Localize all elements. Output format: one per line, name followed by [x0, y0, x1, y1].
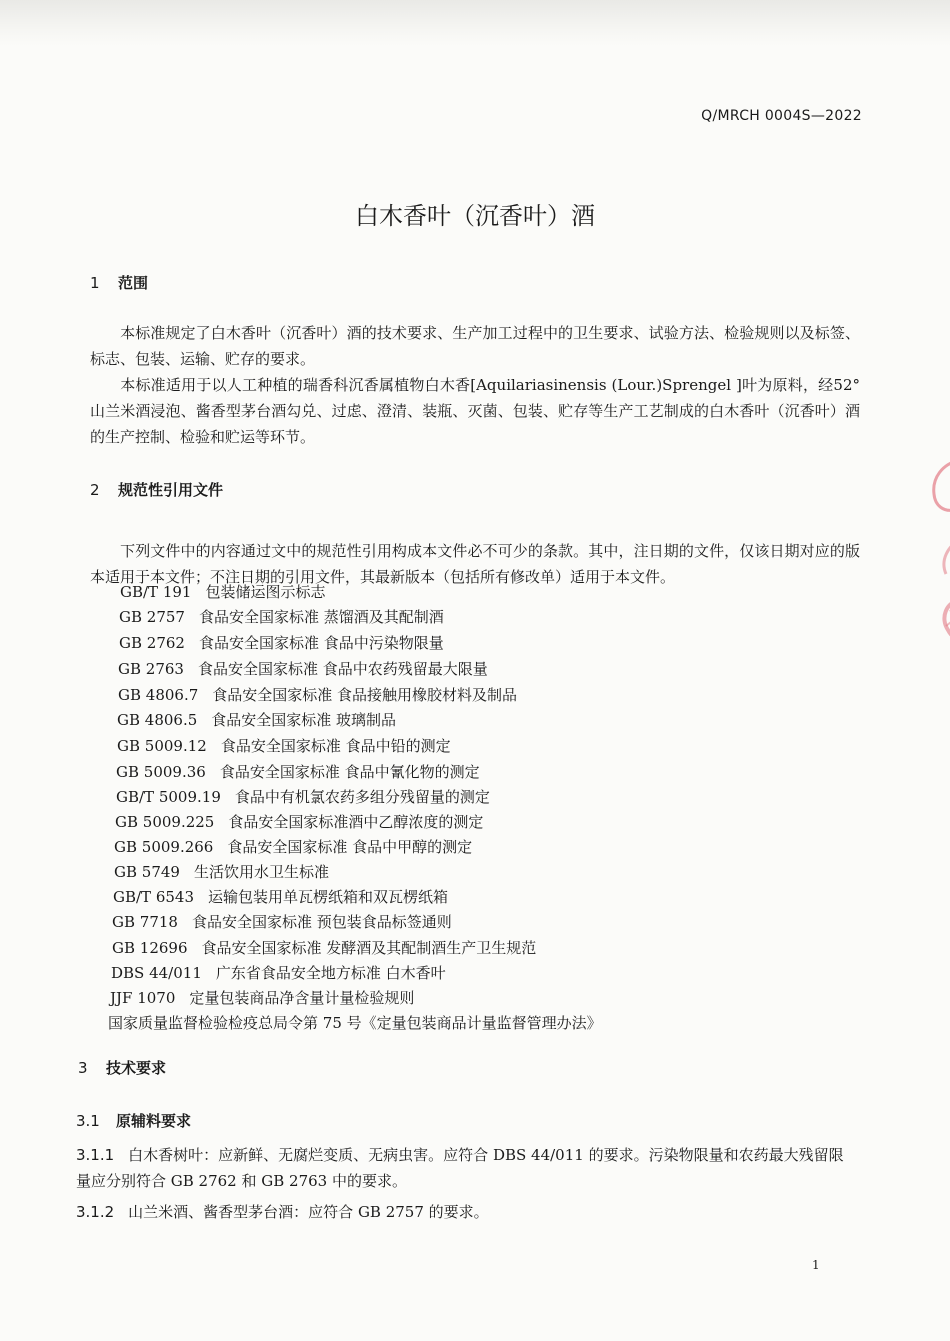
reference-code: GB 2763	[118, 660, 184, 678]
reference-item	[113, 886, 448, 907]
section-number: 3.1	[76, 1112, 100, 1130]
reference-title: 食品安全国家标准 食品接触用橡胶材料及制品	[212, 686, 518, 704]
red-seal-stamp	[920, 450, 950, 670]
reference-item	[117, 709, 396, 730]
section-title: 技术要求	[106, 1059, 167, 1077]
reference-item	[108, 1012, 602, 1033]
section-number: 3	[78, 1059, 88, 1077]
section-3-heading	[78, 1057, 166, 1078]
clause-3-1-1	[76, 1142, 856, 1194]
reference-title: 运输包装用单瓦楞纸箱和双瓦楞纸箱	[208, 888, 449, 906]
section-number: 1	[90, 274, 100, 292]
reference-title: 定量包装商品净含量计量检验规则	[189, 989, 415, 1007]
reference-code: GB 2762	[119, 634, 185, 652]
reference-code: GB 5009.266	[114, 838, 214, 856]
reference-code: GB 2757	[119, 608, 185, 626]
reference-item	[114, 836, 472, 857]
reference-code: JJF 1070	[110, 989, 176, 1007]
reference-title: 食品安全国家标准酒中乙醇浓度的测定	[228, 813, 484, 831]
reference-title: 食品安全国家标准 食品中铅的测定	[220, 737, 451, 755]
reference-code: GB 5009.225	[115, 813, 215, 831]
paragraph-text: 本标准规定了白木香叶（沉香叶）酒的技术要求、生产加工过程中的卫生要求、试验方法、检验规则以及标签、标志、包装、运输、贮存的要求。	[90, 324, 860, 368]
reference-title: 广东省食品安全地方标准 白木香叶	[215, 964, 446, 982]
reference-item	[111, 962, 446, 983]
reference-item	[116, 786, 490, 807]
reference-code: GB/T 5009.19	[116, 788, 221, 806]
reference-title: 国家质量监督检验检疫总局令第 75 号《定量包装商品计量监督管理办法》	[108, 1014, 602, 1032]
reference-code: GB/T 6543	[113, 888, 195, 906]
reference-item	[112, 911, 452, 932]
reference-item	[117, 735, 451, 756]
reference-title: 食品安全国家标准 预包装食品标签通则	[191, 913, 452, 931]
reference-code: GB/T 191	[120, 583, 192, 601]
reference-title: 食品中有机氯农药多组分残留量的测定	[234, 788, 490, 806]
reference-title: 食品安全国家标准 发酵酒及其配制酒生产卫生规范	[201, 939, 537, 957]
reference-item	[118, 684, 517, 705]
reference-code: GB 12696	[112, 939, 188, 957]
section-3-1-heading	[76, 1110, 191, 1131]
reference-item	[118, 658, 488, 679]
reference-item	[115, 811, 483, 832]
page-number: 1	[812, 1258, 820, 1272]
section-1-paragraph-1	[90, 320, 860, 372]
section-number: 2	[90, 481, 100, 499]
reference-title: 生活饮用水卫生标准	[193, 863, 329, 881]
section-2-heading	[90, 479, 223, 500]
paragraph-text: 下列文件中的内容通过文中的规范性引用构成本文件必不可少的条款。其中，注日期的文件，仅该日期对应的版本适用于本文件；不注日期的引用文件，其最新版本（包括所有修改单）适用于本文件。	[90, 542, 860, 586]
reference-item	[110, 987, 414, 1008]
section-title: 规范性引用文件	[118, 481, 224, 499]
section-1-heading	[90, 272, 148, 293]
reference-title: 包装储运图示标志	[205, 583, 326, 601]
reference-code: GB 5009.36	[116, 763, 206, 781]
reference-item	[119, 606, 444, 627]
scan-top-shade	[0, 0, 950, 46]
document-code: Q/MRCH 0004S—2022	[701, 108, 862, 124]
clause-number: 3.1.2	[76, 1203, 115, 1221]
reference-item	[119, 632, 444, 653]
reference-title: 食品安全国家标准 食品中农药残留最大限量	[197, 660, 488, 678]
reference-title: 食品安全国家标准 蒸馏酒及其配制酒	[198, 608, 444, 626]
reference-code: GB 5749	[114, 863, 180, 881]
reference-item	[114, 861, 329, 882]
reference-title: 食品安全国家标准 食品中氰化物的测定	[219, 763, 480, 781]
reference-title: 食品安全国家标准 玻璃制品	[211, 711, 397, 729]
paragraph-text: 本标准适用于以人工种植的瑞香科沉香属植物白木香[Aquilariasinensis (Lour.)Sprengel ]叶为原料，经52° 山兰米酒浸泡、酱香型茅台酒勾兑、过虑、澄清、装瓶、灭菌、包装、贮存等生产工艺制成的白木香叶（沉香叶）酒的生产控制、检验和贮运等环节。	[90, 376, 860, 446]
section-title: 原辅料要求	[116, 1112, 192, 1130]
reference-item	[120, 581, 325, 602]
clause-text: 山兰米酒、酱香型茅台酒：应符合 GB 2757 的要求。	[128, 1203, 489, 1221]
reference-item	[116, 761, 480, 782]
reference-code: DBS 44/011	[111, 964, 202, 982]
clause-number: 3.1.1	[76, 1146, 115, 1164]
reference-code: GB 5009.12	[117, 737, 207, 755]
section-title: 范围	[118, 274, 149, 292]
reference-code: GB 4806.5	[117, 711, 198, 729]
document-title: 白木香叶（沉香叶）酒	[355, 202, 595, 230]
reference-title: 食品安全国家标准 食品中甲醇的测定	[227, 838, 473, 856]
reference-code: GB 4806.7	[118, 686, 199, 704]
reference-code: GB 7718	[112, 913, 178, 931]
reference-title: 食品安全国家标准 食品中污染物限量	[198, 634, 444, 652]
reference-item	[112, 937, 536, 958]
clause-text: 白木香树叶：应新鲜、无腐烂变质、无病虫害。应符合 DBS 44/011 的要求。污染物限量和农药最大残留限量应分别符合 GB 2762 和 GB 2763 中的要求。	[76, 1146, 844, 1190]
section-1-paragraph-2	[90, 372, 860, 450]
clause-3-1-2	[76, 1199, 856, 1225]
